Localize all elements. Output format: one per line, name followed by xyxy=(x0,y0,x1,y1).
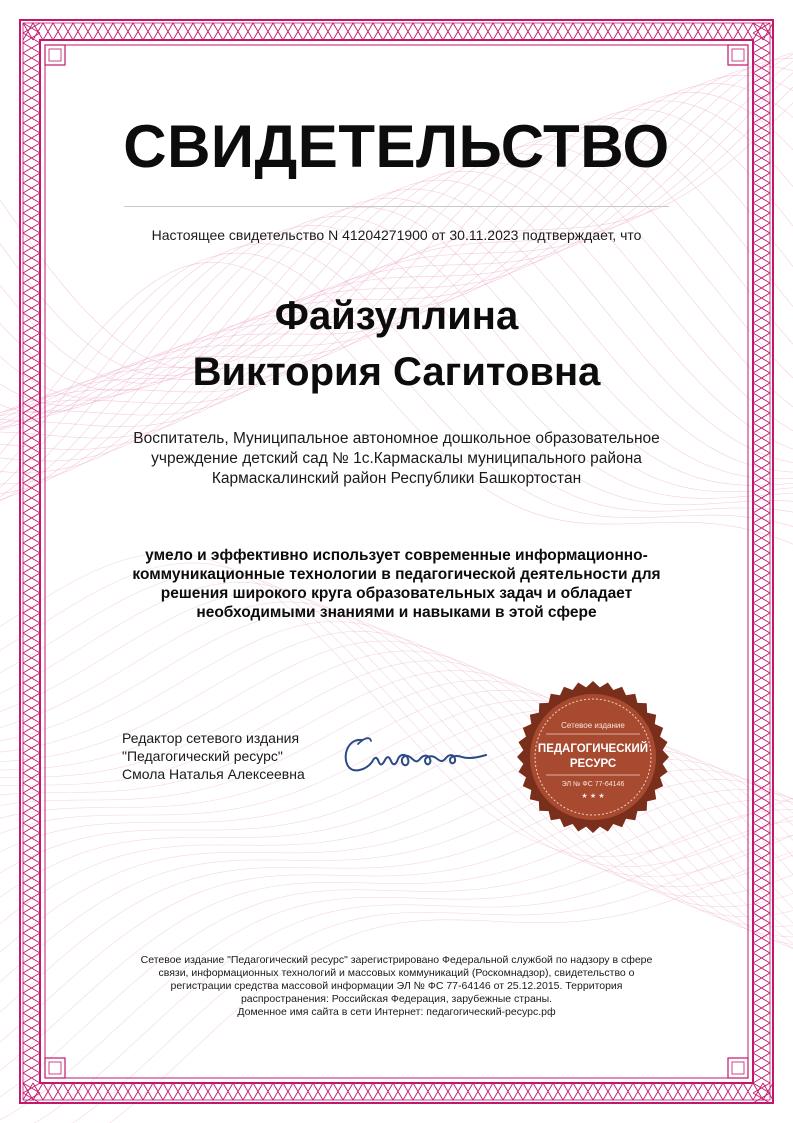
handwritten-signature xyxy=(340,726,492,784)
position-line: Кармаскалинский район Республики Башкортостан xyxy=(211,470,582,487)
position-line: учреждение детский сад № 1с.Кармаскалы муниципального района xyxy=(151,450,642,467)
publication-seal xyxy=(516,680,670,834)
footer-line: регистрации средства массовой информации ЭЛ № ФС 77-64146 от 25.12.2015. Территория xyxy=(170,980,623,992)
footer-line: Сетевое издание "Педагогический ресурс" зарегистрировано Федеральной службой по надзору в сфере xyxy=(140,954,653,966)
certificate-intro: Настоящее свидетельство N 41204271900 от 30.11.2023 подтверждает, что xyxy=(151,227,642,243)
certificate-title: СВИДЕТЕЛЬСТВО xyxy=(123,113,670,180)
recipient-position xyxy=(110,429,683,489)
statement-line: необходимыми знаниями и навыками в этой сфере xyxy=(196,604,597,621)
recipient-surname: Файзуллина xyxy=(274,294,519,338)
seal-top-text: Сетевое издание xyxy=(561,721,625,730)
footer-line: связи, информационных технологий и массовых коммуникаций (Роскомнадзор), свидетельство о xyxy=(158,967,635,979)
footer-line: Доменное имя сайта в сети Интернет: педагогический-ресурс.рф xyxy=(237,1006,556,1018)
registration-footer xyxy=(118,954,675,1019)
seal-main-text-2: РЕСУРС xyxy=(569,758,617,770)
position-line: Воспитатель, Муниципальное автономное дошкольное образовательное xyxy=(133,430,660,447)
editor-block xyxy=(122,729,305,783)
certificate-statement xyxy=(110,546,683,622)
seal-registration-text: ЭЛ № ФС 77-64146 xyxy=(561,781,625,788)
statement-line: коммуникационные технологии в педагогической деятельности для xyxy=(132,566,661,583)
recipient-given-names: Виктория Сагитовна xyxy=(192,350,601,394)
footer-line: распространения: Российская Федерация, зарубежные страны. xyxy=(240,993,553,1005)
editor-name: Смола Наталья Алексеевна xyxy=(122,766,305,782)
seal-body xyxy=(530,694,656,820)
seal-stars: ★ ★ ★ xyxy=(581,792,605,800)
statement-line: умело и эффективно использует современные информационно- xyxy=(145,547,648,564)
title-divider xyxy=(124,206,669,207)
editor-title: Редактор сетевого издания xyxy=(122,730,300,746)
seal-main-text-1: ПЕДАГОГИЧЕСКИЙ xyxy=(537,743,649,755)
editor-publication: "Педагогический ресурс" xyxy=(122,748,283,764)
statement-line: решения широкого круга образовательных задач и обладает xyxy=(160,585,633,602)
